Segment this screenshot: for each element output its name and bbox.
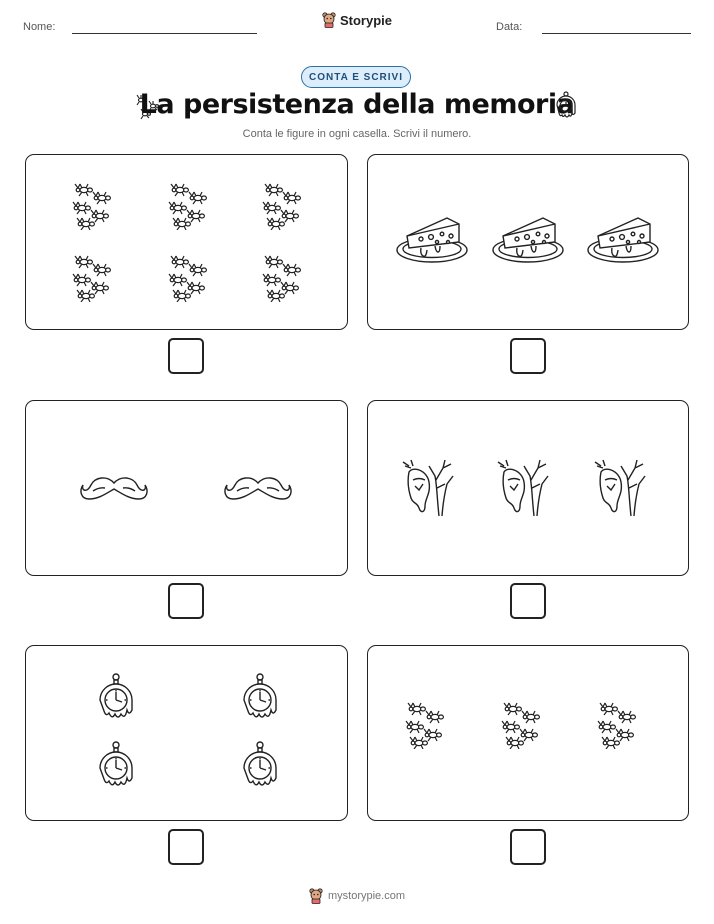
date-label: Data: (496, 21, 523, 33)
tree-icon (593, 458, 649, 523)
exercise-card-3 (25, 400, 348, 576)
brand-name: Storypie (339, 12, 392, 28)
ants-icon (260, 254, 306, 307)
mustache-icon (79, 473, 149, 508)
mustache-icon (223, 473, 293, 508)
name-field[interactable] (72, 33, 257, 34)
name-label: Nome: (23, 21, 56, 33)
date-field[interactable] (542, 33, 691, 34)
page-title: La persistenza della memoria (139, 89, 575, 120)
melting-clock-icon (553, 91, 579, 123)
ants-icon (499, 701, 545, 754)
tree-icon (401, 458, 457, 523)
answer-box-2[interactable] (510, 338, 546, 374)
melting-clock-icon (96, 672, 136, 729)
melting-clock-icon (240, 740, 280, 797)
bear-logo-icon (322, 12, 336, 28)
ants-icon (166, 182, 212, 235)
answer-box-5[interactable] (168, 829, 204, 865)
cheese-icon (586, 212, 660, 269)
answer-box-1[interactable] (168, 338, 204, 374)
footer (0, 888, 714, 904)
footer-url: mystorypie.com (327, 890, 406, 902)
brand (0, 12, 714, 28)
ants-icon (595, 701, 641, 754)
exercise-card-5 (25, 645, 348, 821)
answer-box-3[interactable] (168, 583, 204, 619)
answer-box-6[interactable] (510, 829, 546, 865)
answer-box-4[interactable] (510, 583, 546, 619)
bear-logo-icon (309, 888, 323, 904)
ants-icon (403, 701, 449, 754)
melting-clock-icon (96, 740, 136, 797)
cheese-icon (491, 212, 565, 269)
activity-badge: CONTA E SCRIVI (301, 66, 411, 88)
tree-icon (496, 458, 552, 523)
cheese-icon (395, 212, 469, 269)
ants-icon (70, 254, 116, 307)
ants-icon (260, 182, 306, 235)
ants-icon (166, 254, 212, 307)
ants-icon (70, 182, 116, 235)
melting-clock-icon (240, 672, 280, 729)
instructions: Conta le figure in ogni casella. Scrivi il numero. (242, 128, 472, 140)
